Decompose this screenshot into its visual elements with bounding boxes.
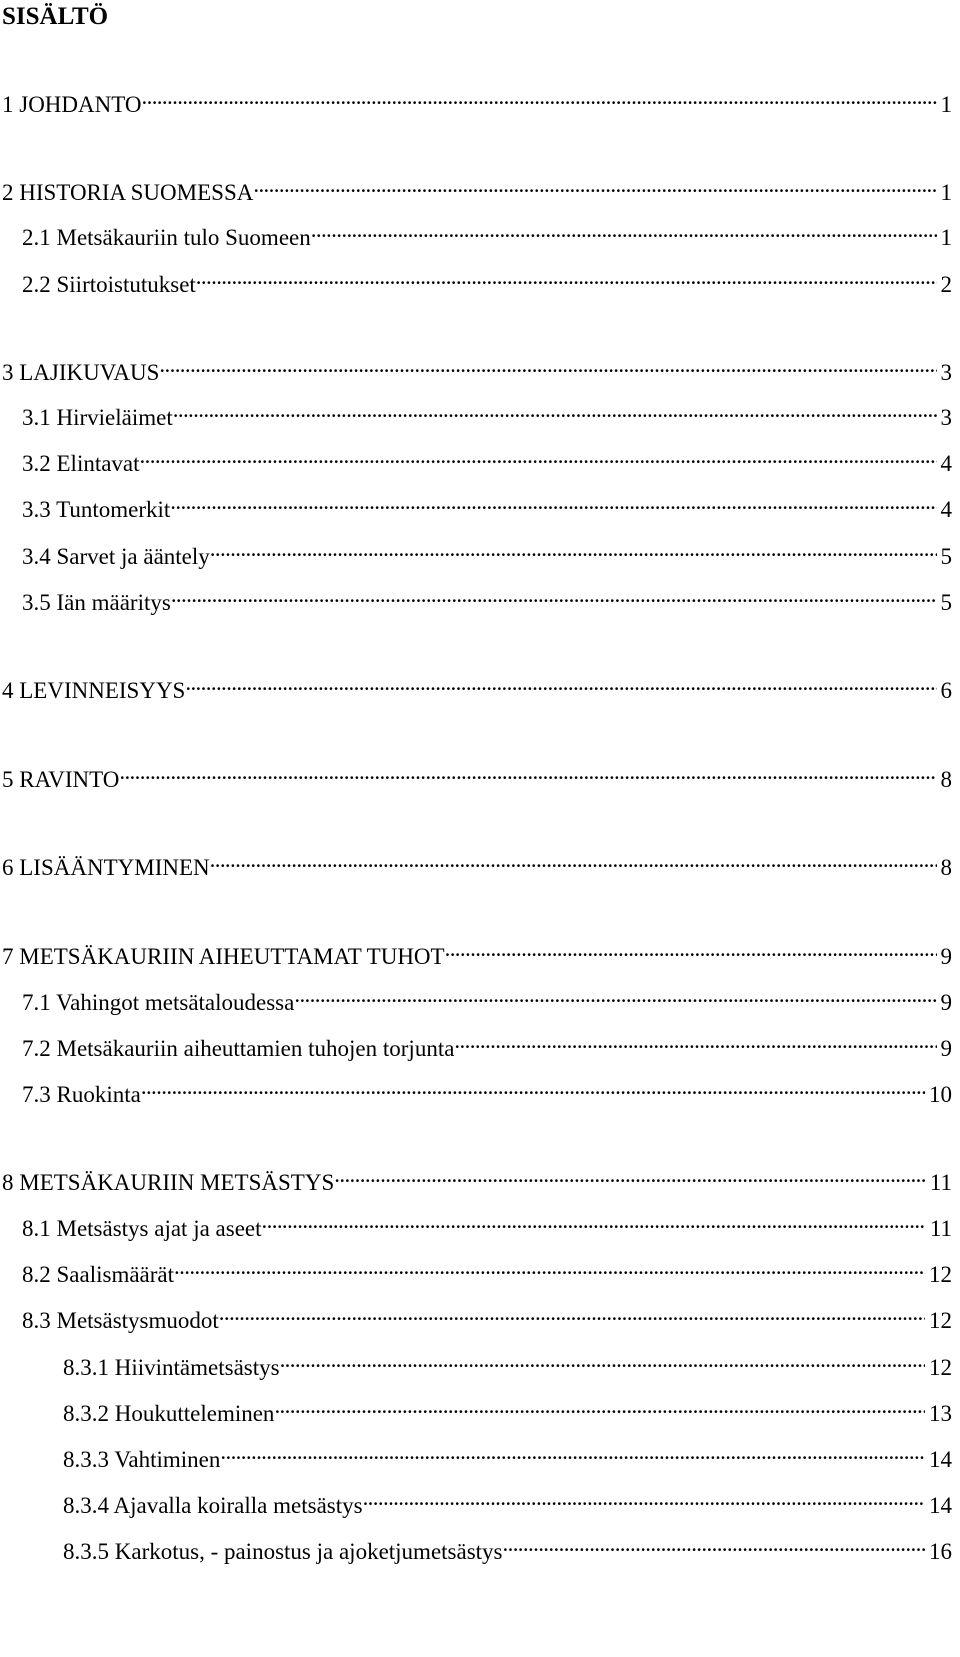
- toc-entry[interactable]: [22, 1252, 952, 1287]
- toc-entry-label: 3.2 Elintavat: [22, 451, 140, 476]
- toc-entry[interactable]: [22, 534, 952, 569]
- toc-entry-label: 8.3.4 Ajavalla koiralla metsästys: [63, 1493, 363, 1518]
- toc-entry-label: 3.3 Tuntomerkit: [22, 497, 171, 522]
- dot-leader: [142, 82, 937, 112]
- dot-leader: [454, 1026, 936, 1056]
- dot-leader: [141, 1072, 925, 1102]
- toc-entry[interactable]: [2, 845, 952, 880]
- dot-leader: [173, 395, 937, 425]
- toc-entry-page: 16: [929, 1539, 952, 1564]
- toc-entry-page: 11: [929, 1170, 952, 1195]
- toc-entry-page: 8: [940, 855, 952, 880]
- toc-entry-label: 1 JOHDANTO: [2, 92, 142, 117]
- toc-entry-page: 11: [929, 1216, 952, 1241]
- toc-entry-page: 1: [940, 225, 952, 250]
- toc-entry[interactable]: [22, 262, 952, 297]
- toc-entry[interactable]: [2, 350, 952, 385]
- dot-leader: [210, 534, 937, 564]
- toc-entry-page: 3: [940, 405, 952, 430]
- toc-entry[interactable]: [2, 934, 952, 969]
- toc-entry-page: 9: [940, 990, 952, 1015]
- dot-leader: [253, 170, 936, 200]
- toc-entry[interactable]: [63, 1345, 952, 1380]
- toc-entry-page: 13: [929, 1401, 952, 1426]
- dot-leader: [170, 487, 936, 517]
- toc-entry-label: 7.3 Ruokinta: [22, 1082, 141, 1107]
- toc-entry[interactable]: [22, 1026, 952, 1061]
- toc-entry-label: 8.3 Metsästysmuodot: [22, 1308, 219, 1333]
- toc-entry[interactable]: [2, 668, 952, 703]
- dot-leader: [171, 580, 937, 610]
- dot-leader: [220, 1437, 925, 1467]
- page-title: SISÄLTÖ: [2, 3, 109, 30]
- dot-leader: [363, 1483, 925, 1513]
- dot-leader: [280, 1345, 925, 1375]
- toc-entry[interactable]: [22, 1072, 952, 1107]
- toc-entry-label: 6 LISÄÄNTYMINEN: [2, 855, 210, 880]
- toc-entry-page: 5: [940, 544, 952, 569]
- dot-leader: [196, 262, 937, 292]
- dot-leader: [262, 1206, 926, 1236]
- toc-entry-page: 14: [929, 1493, 952, 1518]
- toc-entry[interactable]: [2, 1160, 952, 1195]
- toc-entry[interactable]: [22, 980, 952, 1015]
- toc-entry-page: 10: [929, 1082, 952, 1107]
- dot-leader: [185, 668, 936, 698]
- dot-leader: [119, 757, 936, 787]
- dot-leader: [503, 1529, 926, 1559]
- toc-entry-label: 5 RAVINTO: [2, 767, 120, 792]
- toc-entry-label: 8.2 Saalismäärät: [22, 1262, 175, 1287]
- toc-entry-page: 1: [940, 180, 952, 205]
- toc-entry-label: 8.3.5 Karkotus, - painostus ja ajoketjumetsästys: [63, 1539, 503, 1564]
- dot-leader: [210, 845, 937, 875]
- toc-entry[interactable]: [63, 1437, 952, 1472]
- toc-entry-label: 2 HISTORIA SUOMESSA: [2, 180, 254, 205]
- toc-entry-page: 12: [929, 1355, 952, 1380]
- dot-leader: [274, 1391, 925, 1421]
- toc-entry-page: 9: [940, 944, 952, 969]
- toc-entry-page: 5: [940, 590, 952, 615]
- toc-entry-label: 8.3.2 Houkutteleminen: [63, 1401, 275, 1426]
- toc-entry-page: 12: [929, 1308, 952, 1333]
- toc-entry-page: 9: [940, 1036, 952, 1061]
- toc-entry-label: 7.1 Vahingot metsätaloudessa: [22, 990, 295, 1015]
- dot-leader: [159, 350, 936, 380]
- toc-entry[interactable]: [63, 1391, 952, 1426]
- toc-entry-label: 3.5 Iän määritys: [22, 590, 171, 615]
- toc-entry-page: 14: [929, 1447, 952, 1472]
- toc-entry-label: 7 METSÄKAURIIN AIHEUTTAMAT TUHOT: [2, 944, 445, 969]
- dot-leader: [445, 934, 937, 964]
- toc-entry-page: 8: [940, 767, 952, 792]
- toc-entry[interactable]: [22, 441, 952, 476]
- toc-entry-page: 2: [940, 272, 952, 297]
- toc-entry-label: 8.3.3 Vahtiminen: [63, 1447, 221, 1472]
- toc-entry-label: 4 LEVINNEISYYS: [2, 678, 186, 703]
- dot-leader: [219, 1298, 925, 1328]
- toc-entry-label: 3.1 Hirvieläimet: [22, 405, 173, 430]
- toc-entry-label: 8.3.1 Hiivintämetsästys: [63, 1355, 280, 1380]
- dot-leader: [334, 1160, 926, 1190]
- dot-leader: [294, 980, 936, 1010]
- toc-entry-label: 2.1 Metsäkauriin tulo Suomeen: [22, 225, 311, 250]
- toc-entry-page: 3: [940, 360, 952, 385]
- toc-entry-label: 3 LAJIKUVAUS: [2, 360, 160, 385]
- toc-entry-page: 1: [940, 92, 952, 117]
- toc-entry[interactable]: [22, 487, 952, 522]
- toc-entry[interactable]: [2, 170, 952, 205]
- toc-entry-page: 6: [940, 678, 952, 703]
- toc-entry-label: 7.2 Metsäkauriin aiheuttamien tuhojen torjunta: [22, 1036, 455, 1061]
- toc-entry-label: 3.4 Sarvet ja ääntely: [22, 544, 210, 569]
- toc-entry[interactable]: [22, 1206, 952, 1241]
- dot-leader: [174, 1252, 925, 1282]
- toc-entry[interactable]: [63, 1529, 952, 1564]
- dot-leader: [311, 215, 937, 245]
- toc-entry[interactable]: [2, 757, 952, 792]
- toc-entry[interactable]: [22, 580, 952, 615]
- toc-entry[interactable]: [2, 82, 952, 117]
- toc-entry-label: 2.2 Siirtoistutukset: [22, 272, 196, 297]
- toc-entry[interactable]: [63, 1483, 952, 1518]
- toc-entry-page: 4: [940, 451, 952, 476]
- toc-entry-label: 8 METSÄKAURIIN METSÄSTYS: [2, 1170, 335, 1195]
- toc-entry[interactable]: [22, 215, 952, 250]
- toc-entry-page: 12: [929, 1262, 952, 1287]
- toc-entry[interactable]: [22, 1298, 952, 1333]
- dot-leader: [140, 441, 937, 471]
- toc-entry-page: 4: [940, 497, 952, 522]
- toc-entry[interactable]: [22, 395, 952, 430]
- toc-entry-label: 8.1 Metsästys ajat ja aseet: [22, 1216, 262, 1241]
